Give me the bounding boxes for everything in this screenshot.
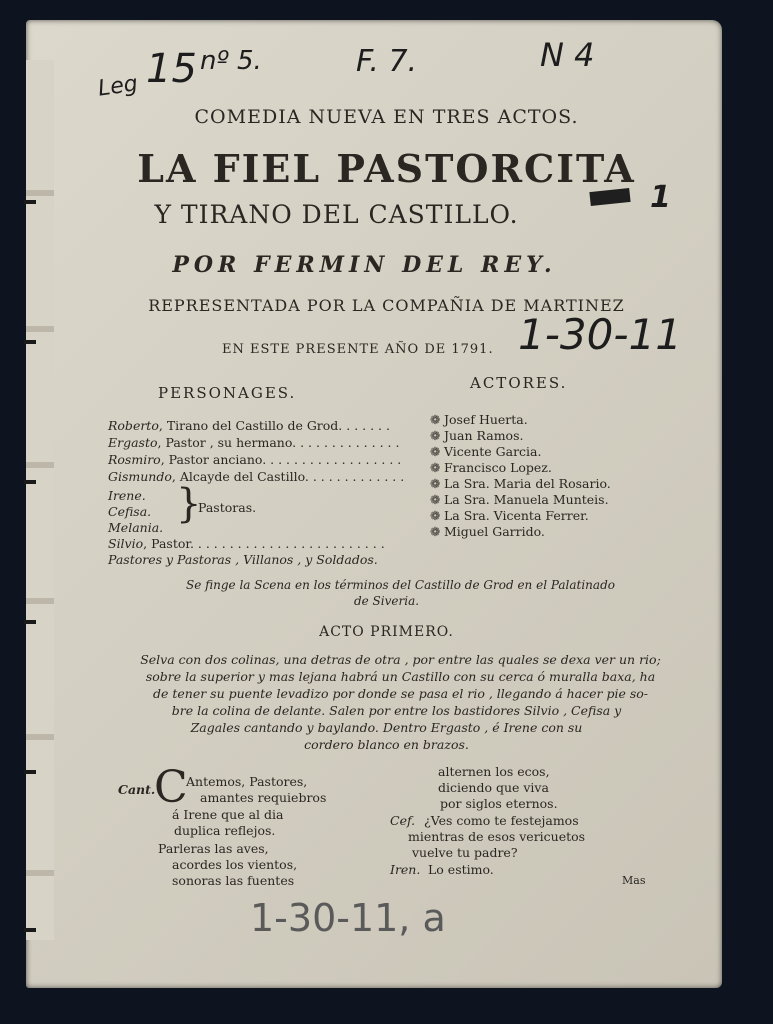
verse-line: mientras de esos vericuetos	[408, 829, 586, 844]
scene-line-1: Se finge la Scena en los términos del Castillo de Grod en el Palatinado	[186, 578, 615, 592]
ornament-icon: ❁	[430, 524, 441, 539]
year-line: EN ESTE PRESENTE AÑO DE 1791.	[222, 342, 494, 357]
title-main: LA FIEL PASTORCITA	[137, 146, 636, 191]
handwritten-num-label: nº 5.	[200, 46, 262, 76]
ornament-icon: ❁	[430, 444, 441, 459]
drop-cap: C	[154, 762, 188, 813]
brace-symbol: }	[176, 481, 202, 527]
actor-row: ❁ Juan Ramos.	[430, 428, 524, 443]
author-line: POR FERMIN DEL REY.	[172, 252, 557, 278]
actor-row: ❁ Francisco Lopez.	[430, 460, 552, 475]
verse-line: Parleras las aves,	[158, 841, 269, 856]
actor-row: ❁ Josef Huerta.	[430, 412, 528, 427]
role-row: Silvio, Pastor. . . . . . . . . . . . . . . . . . . . . . . . .	[108, 536, 385, 551]
handwritten-bottom-mark: 1-30-11, a	[250, 896, 446, 940]
catchword: Mas	[622, 874, 646, 887]
verse-line: acordes los vientos,	[172, 857, 298, 872]
verse-line: amantes requiebros	[200, 790, 327, 805]
binding-stitch	[24, 480, 36, 484]
extras-line: Pastores y Pastoras , Villanos , y Soldados.	[108, 552, 378, 567]
binding-stitch	[24, 770, 36, 774]
actor-row: ❁ La Sra. Manuela Munteis.	[430, 492, 609, 507]
verse-line: á Irene que al dia	[172, 807, 284, 822]
stage-direction-line: cordero blanco en brazos.	[304, 737, 469, 752]
personages-header: PERSONAGES.	[158, 384, 297, 402]
ornament-icon: ❁	[430, 460, 441, 475]
role-row: Irene.	[108, 488, 146, 503]
stage-direction-line: bre la colina de delante. Salen por entre los bastidores Silvio , Cefisa y	[171, 703, 622, 718]
verse-line: duplica reflejos.	[174, 823, 276, 838]
verse-line: Antemos, Pastores,	[186, 774, 308, 789]
verse-line: ¿Ves como te festejamos	[424, 813, 579, 828]
ornament-icon: ❁	[430, 428, 441, 443]
speaker-label: Cant.	[118, 782, 156, 797]
role-row: Ergasto, Pastor , su hermano. . . . . . . . . . . . . .	[108, 435, 400, 450]
handwritten-mid-right: 1	[650, 180, 671, 215]
verse-line: diciendo que viva	[438, 780, 549, 795]
binding-spine	[26, 60, 54, 940]
stage-direction-line: de tener su puente levadizo por donde se pasa el rio , llegando á hacer pie so-	[152, 686, 649, 701]
role-row: Cefisa.	[108, 504, 152, 519]
verse-line: sonoras las fuentes	[172, 873, 295, 888]
actor-row: ❁ La Sra. Maria del Rosario.	[430, 476, 611, 491]
verse-line: por siglos eternos.	[440, 796, 558, 811]
ornament-icon: ❁	[430, 492, 441, 507]
stage-direction-line: sobre la superior y mas lejana habrá un Castillo con su cerca ó muralla baxa, ha	[145, 669, 656, 684]
actor-row: ❁ Miguel Garrido.	[430, 524, 545, 539]
handwritten-number: 15	[146, 46, 197, 92]
binding-stitch	[24, 928, 36, 932]
group-label: Pastoras.	[198, 500, 257, 515]
verse-line: alternen los ecos,	[438, 764, 550, 779]
actor-row: ❁ La Sra. Vicenta Ferrer.	[430, 508, 589, 523]
verse-line: vuelve tu padre?	[412, 845, 518, 860]
role-row: Gismundo, Alcayde del Castillo. . . . . . . . . . . . .	[108, 469, 405, 484]
binding-stitch	[24, 340, 36, 344]
role-row: Melania.	[108, 520, 164, 535]
actors-header: ACTORES.	[470, 374, 568, 392]
speaker-label: Cef.	[390, 813, 416, 828]
stage-direction-line: Zagales cantando y baylando. Dentro Ergasto , é Irene con su	[190, 720, 583, 735]
title-line-3: Y TIRANO DEL CASTILLO.	[154, 200, 519, 229]
company-line: REPRESENTADA POR LA COMPAÑIA DE MARTINEZ	[148, 296, 625, 315]
act-title: ACTO PRIMERO.	[319, 624, 454, 640]
handwritten-shelf-mark: 1-30-11	[518, 310, 682, 359]
handwritten-f: F. 7.	[356, 44, 418, 79]
title-line-1: COMEDIA NUEVA EN TRES ACTOS.	[194, 106, 579, 128]
ornament-icon: ❁	[430, 476, 441, 491]
role-row: Roberto, Tirano del Castillo de Grod. . . . . . .	[108, 418, 390, 433]
handwritten-n: N 4	[540, 36, 595, 74]
stage-direction-line: Selva con dos colinas, una detras de otra , por entre las quales se dexa ver un rio;	[140, 652, 661, 667]
ornament-icon: ❁	[430, 412, 441, 427]
actor-row: ❁ Vicente Garcia.	[430, 444, 542, 459]
handwritten-leg: Leg	[96, 71, 140, 102]
ornament-icon: ❁	[430, 508, 441, 523]
verse-line: Lo estimo.	[428, 862, 494, 877]
speaker-label: Iren.	[390, 862, 421, 877]
role-row: Rosmiro, Pastor anciano. . . . . . . . . . . . . . . . . .	[108, 452, 402, 467]
scene-line-2: de Siveria.	[353, 594, 420, 608]
